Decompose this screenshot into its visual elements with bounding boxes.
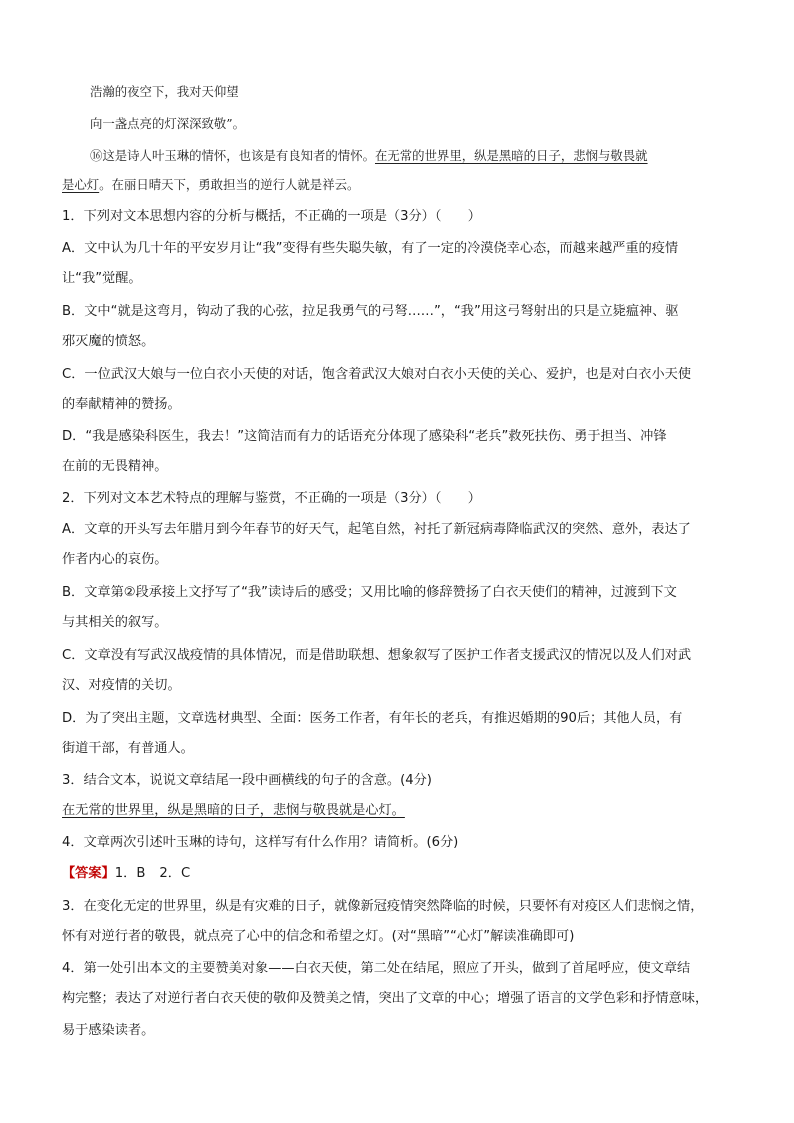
question-2-option-c-line-2: 汉、对疫情的关切。	[62, 678, 181, 693]
answer-3-line-2: 怀有对逆行者的敬畏，就点亮了心中的信念和希望之灯。(对“黑暗”“心灯”解读准确即可)	[62, 929, 575, 944]
question-3-stem: 3．结合文本，说说文章结尾一段中画横线的句子的含意。(4分)	[62, 773, 432, 788]
paragraph-16-suffix: 。在丽日晴天下，勇敢担当的逆行人就是祥云。	[99, 177, 360, 192]
paragraph-16-line-1	[90, 147, 648, 165]
question-1-option-a-line-2: 让“我”觉醒。	[62, 271, 142, 286]
question-1-option-c-line-2: 的奉献精神的赞扬。	[62, 397, 181, 412]
question-2-option-a-line-2: 作者内心的哀伤。	[62, 552, 168, 567]
paragraph-16-prefix: ⑯这是诗人叶玉琳的情怀，也该是有良知者的情怀。	[90, 148, 375, 163]
question-2-option-d-line-2: 街道干部，有普通人。	[62, 741, 194, 756]
question-2-stem: 2．下列对文本艺术特点的理解与鉴赏，不正确的一项是（3分）（ ）	[62, 491, 481, 506]
question-2-option-b-line-1: B．文章第②段承接上文抒写了“我”读诗后的感受；又用比喻的修辞赞扬了白衣天使们的精神，过渡到下文	[62, 585, 677, 600]
question-1-option-b-line-1: B．文中“就是这弯月，钩动了我的心弦，拉足我勇气的弓弩……”，“我”用这弓弩射出的只是立毙瘟神、驱	[62, 304, 679, 319]
question-2-option-d-line-1: D．为了突出主题，文章选材典型、全面：医务工作者，有年长的老兵，有推迟婚期的90后；其他人员，有	[62, 711, 683, 726]
answer-tag: 【答案】	[62, 866, 115, 881]
question-1-option-a-line-1: A．文中认为几十年的平安岁月让“我”变得有些失聪失敏，有了一定的冷漠侥幸心态，而越来越严重的疫情	[62, 241, 679, 256]
answer-4-line-3: 易于感染读者。	[62, 1023, 155, 1038]
answer-4-line-2: 构完整；表达了对逆行者白衣天使的敬仰及赞美之情，突出了文章的中心；增强了语言的文学色彩和抒情意味，	[62, 991, 709, 1006]
question-1-stem: 1．下列对文本思想内容的分析与概括，不正确的一项是（3分）（ ）	[62, 209, 481, 224]
underlined-sentence-part-1: 在无常的世界里，纵是黑暗的日子，悲悯与敬畏就	[374, 148, 648, 163]
poem-line-1: 浩瀚的夜空下，我对天仰望	[90, 84, 239, 99]
question-1-option-d-line-2: 在前的无畏精神。	[62, 459, 168, 474]
question-2-option-c-line-1: C．文章没有写武汉战疫情的具体情况，而是借助联想、想象叙写了医护工作者支援武汉的情况以及人们对武	[62, 648, 692, 663]
question-2-option-b-line-2: 与其相关的叙写。	[62, 615, 168, 630]
poem-line-2: 向一盏点亮的灯深深致敬”。	[90, 116, 246, 131]
question-3-quoted-sentence: 在无常的世界里，纵是黑暗的日子，悲悯与敬畏就是心灯。	[62, 803, 405, 818]
question-1-option-d-line-1: D．“我是感染科医生，我去！”这简洁而有力的话语充分体现了感染科“老兵”救死扶伤、勇于担当、冲锋	[62, 429, 667, 444]
underlined-sentence-part-2: 是心灯	[62, 177, 100, 192]
answer-4-line-1: 4．第一处引出本文的主要赞美对象——白衣天使，第二处在结尾，照应了开头，做到了首尾呼应，使文章结	[62, 961, 691, 976]
question-4-stem: 4．文章两次引述叶玉琳的诗句，这样写有什么作用？请简析。(6分)	[62, 835, 459, 850]
answer-line	[62, 865, 190, 883]
question-1-option-c-line-1: C．一位武汉大娘与一位白衣小天使的对话，饱含着武汉大娘对白衣小天使的关心、爱护，也是对白衣小天使	[62, 367, 692, 382]
question-1-option-b-line-2: 邪灭魔的愤怒。	[62, 334, 155, 349]
answer-q2: 2．C	[159, 866, 191, 881]
question-2-option-a-line-1: A．文章的开头写去年腊月到今年春节的好天气，起笔自然，衬托了新冠病毒降临武汉的突然、意外，表达了	[62, 522, 691, 537]
paragraph-16-line-2	[62, 176, 359, 194]
answer-q1: 1．B	[114, 866, 146, 881]
answer-3-line-1: 3．在变化无定的世界里，纵是有灾难的日子，就像新冠疫情突然降临的时候，只要怀有对疫区人们悲悯之情，	[62, 899, 704, 914]
